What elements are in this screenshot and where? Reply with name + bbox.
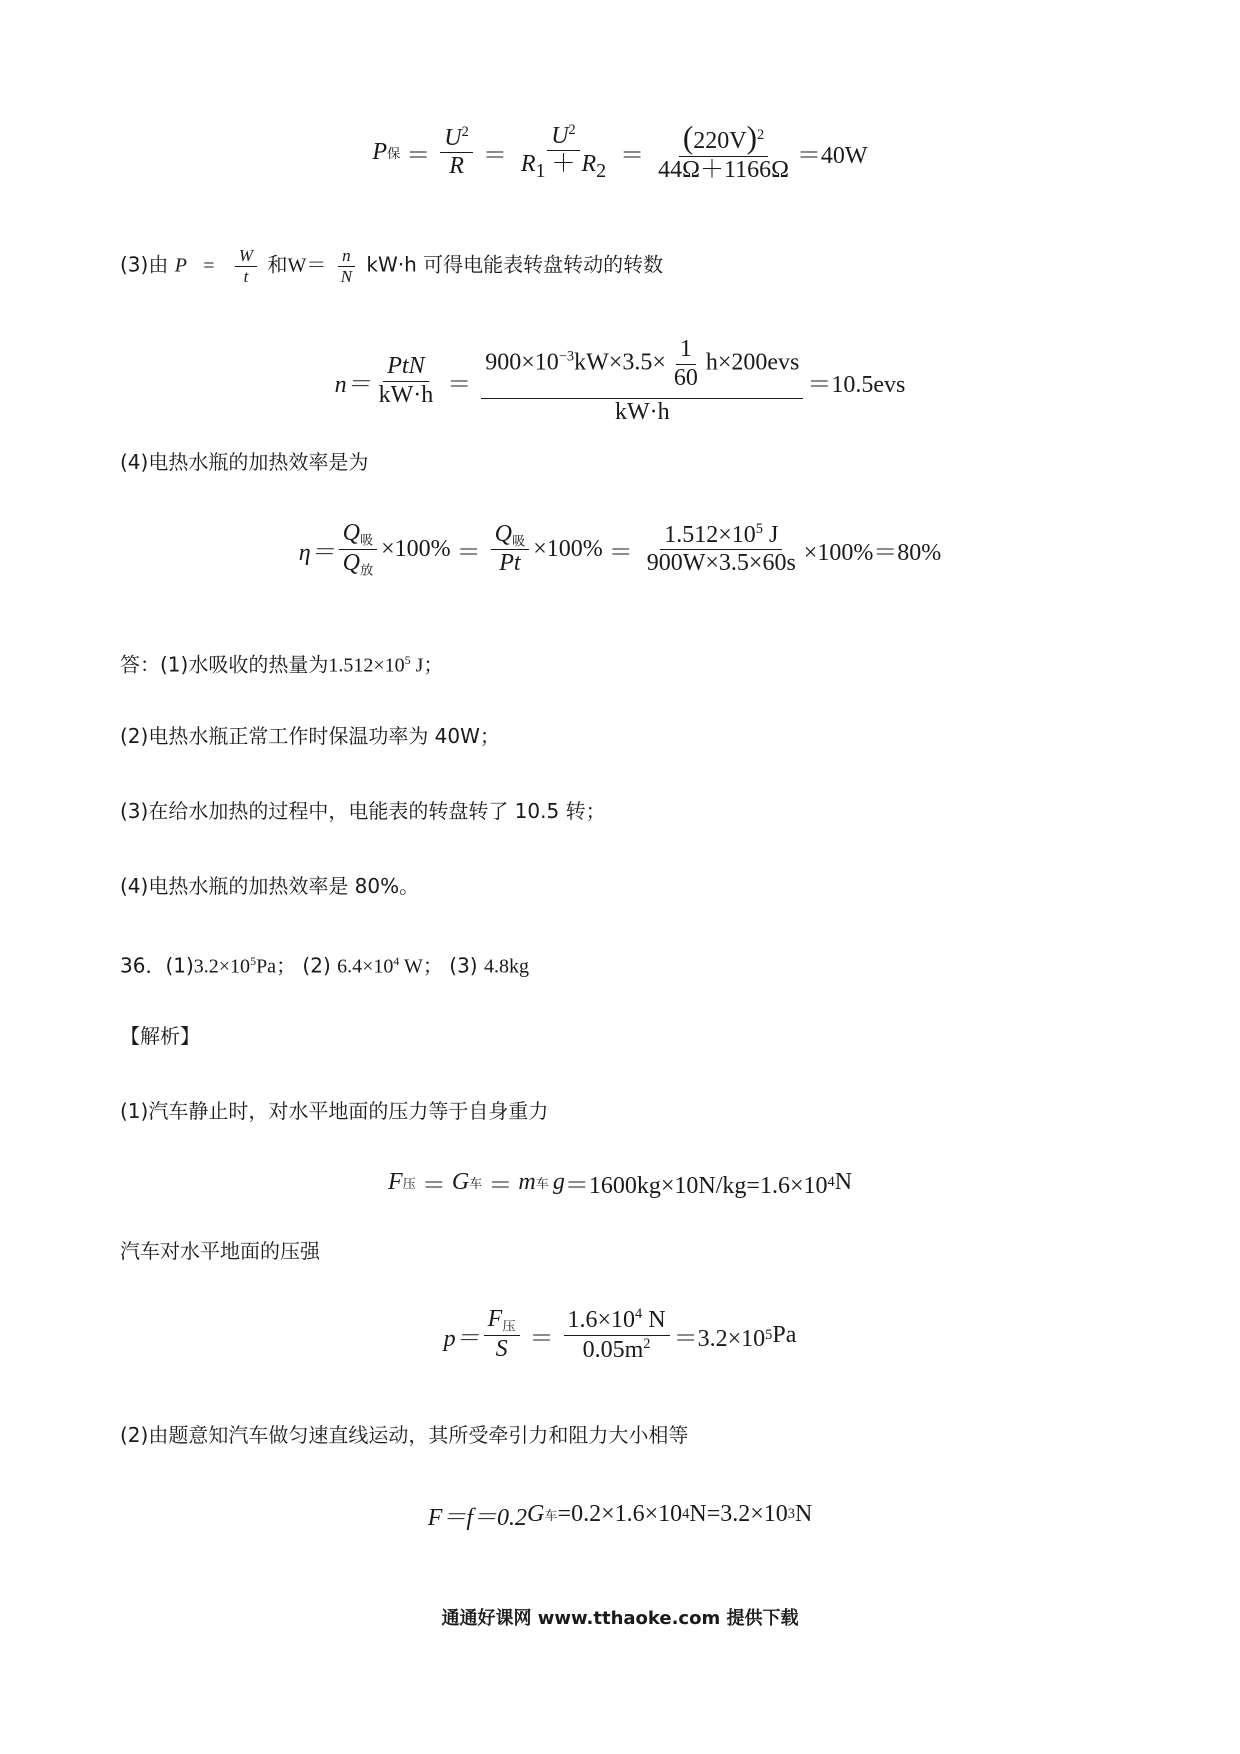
question-36-answers: 36．$(1)3.2\times 10^5Pa$； (2) $6.4\times 10^4$ W； (3) 4.8kg xyxy=(120,953,529,978)
symbol-p: P xyxy=(372,138,388,165)
result-80pct: ×100%＝80% xyxy=(803,539,942,566)
answer-1: 答：(1)水吸收的热量为$1.512\times 10^5$ J； xyxy=(120,652,444,677)
answer-3: (3)在给水加热的过程中，电能表的转盘转了 10.5 转； xyxy=(120,799,606,823)
result-40w: ＝40W xyxy=(796,142,868,169)
fraction-qxi-pt: $\frac{Q_吸}{Pt}$ xyxy=(491,521,530,578)
fraction-pressure-values: $\frac{1.6\times 10^4 N}{0.05m^2}$ xyxy=(564,1306,670,1364)
fraction-w-t: $\frac{W}{t}$ xyxy=(235,246,257,286)
step-car-3: (2)由题意知汽车做匀速直线运动，其所受牵引力和阻力大小相等 xyxy=(120,1423,689,1447)
equation-heat-preservation-power: P 保 ＝ $\frac{U^2}{R}$ ＝ $\frac{U^2}{R_1 + R_2}$ ＝ $\frac{(220V)^2}{44\Omega+1166\Omega}$ ＝40W xyxy=(372,120,868,183)
answer-2: (2)电热水瓶正常工作时保温功率为 40W； xyxy=(120,724,500,748)
step-car-2: 汽车对水平地面的压强 xyxy=(120,1239,320,1263)
equation-revolutions: n＝ $\frac{\text{PtN}}{kW\cdot h}$ ＝ $900\times 10^{-3}kW\times 3.5\times$ $\frac{1}{60}$ h×200evs kW·h ＝10.5evs xyxy=(334,336,906,426)
subscript-bao: 保 xyxy=(387,146,401,162)
fraction-u2-r: $\frac{U^2}{R}$ xyxy=(440,124,473,181)
footer-source: 通通好课网 www.tthaoke.com 提供下载 xyxy=(441,1608,799,1629)
fraction-f-s: $\frac{F_压}{S}$ xyxy=(484,1306,520,1363)
analysis-title: 【解析】 xyxy=(120,1024,200,1048)
fraction-qxi-qfang: $\frac{Q_吸}{Q_放}$ xyxy=(339,520,378,579)
equation-pressure-force: F 压 ＝ G 车 ＝ m 车 g ＝1600kg×10N/kg=1.6×10 4 N xyxy=(387,1168,853,1199)
step-car-1: (1)汽车静止时，对水平地面的压力等于自身重力 xyxy=(120,1099,549,1123)
fraction-u2-r1r2: $\frac{U^2}{R_1 + R_2}$ xyxy=(520,121,607,182)
equation-traction-force: F＝f＝0.2 G 车 =0.2×1.6×10 4 N=3.2×10 3 N xyxy=(427,1500,813,1531)
result-10-5evs: ＝10.5evs xyxy=(807,371,906,398)
step-3-text: (3)由 P = $\frac{W}{t}$ 和W＝ $\frac{n}{N}$ kW·h 可得电能表转盘转动的转数 xyxy=(120,246,664,286)
answer-4: (4)电热水瓶的加热效率是 80%。 xyxy=(120,874,420,898)
fraction-revolutions: $900\times 10^{-3}kW\times 3.5\times$ $\frac{1}{60}$ h×200evs kW·h xyxy=(481,336,803,427)
equation-pressure: p＝ $\frac{F_压}{S}$ ＝ $\frac{1.6\times 10^4 N}{0.05m^2}$ ＝3.2×10 5 Pa xyxy=(443,1306,797,1363)
step-4-text: (4)电热水瓶的加热效率是为 xyxy=(120,450,369,474)
fraction-efficiency-values: $\frac{1.512\times 10^5 J}{900W\times 3.5\times 60s}$ xyxy=(646,520,796,577)
fraction-220v: $\frac{(220V)^2}{44\Omega+1166\Omega}$ xyxy=(658,120,789,183)
equation-efficiency: η＝ $\frac{Q_吸}{Q_放}$ ×100% ＝ $\frac{Q_吸}{Pt}$ ×100% ＝ $\frac{1.512\times 10^5 J}{900W\times 3.5\times 60s}$ ×100%＝80% xyxy=(298,520,942,579)
fraction-1-60: $\frac{1}{60}$ xyxy=(673,336,698,391)
fraction-n-N: $\frac{n}{N}$ xyxy=(337,246,356,286)
fraction-ptn: $\frac{\text{PtN}}{kW\cdot h}$ xyxy=(378,353,434,408)
